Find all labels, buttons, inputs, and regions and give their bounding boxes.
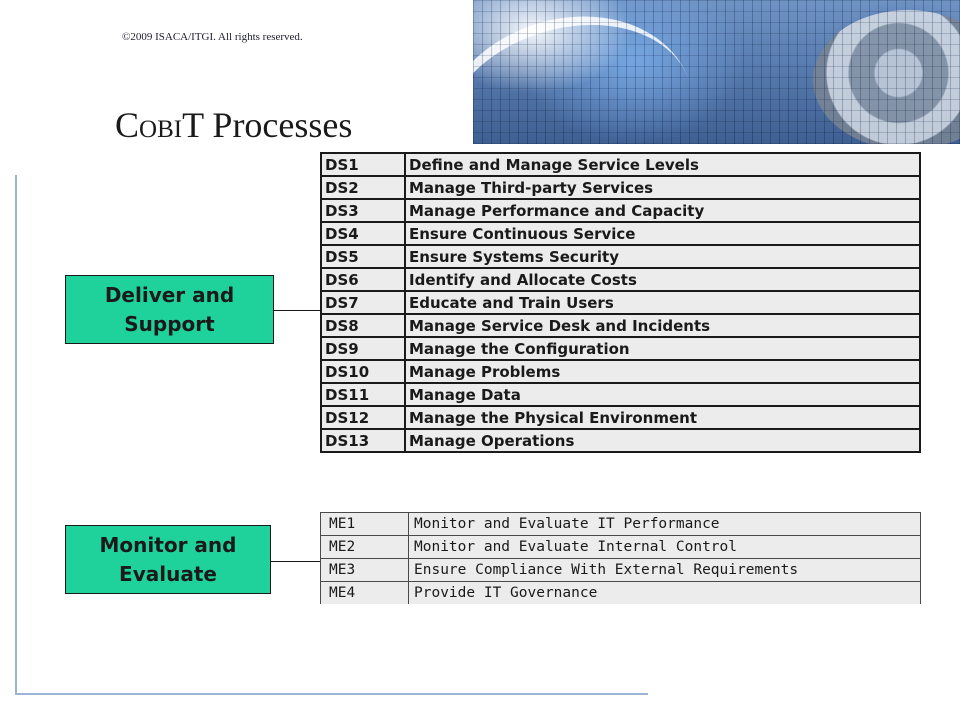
table-row <box>321 429 920 452</box>
title-small-caps: OBI <box>139 116 183 143</box>
process-code: DS4 <box>321 222 405 245</box>
process-code: DS8 <box>321 314 405 337</box>
table-row <box>321 406 920 429</box>
title-rest: T Processes <box>182 105 353 145</box>
process-code: DS13 <box>321 429 405 452</box>
table-row <box>321 176 920 199</box>
process-code: DS9 <box>321 337 405 360</box>
domain-label-line: Monitor and <box>99 532 237 557</box>
deliver-support-domain-box <box>65 275 274 344</box>
table-row <box>321 360 920 383</box>
table-row <box>321 383 920 406</box>
frame-line-horizontal <box>15 693 648 695</box>
table-row <box>321 268 920 291</box>
table-row <box>321 153 920 176</box>
table-row <box>321 291 920 314</box>
process-name: Manage Operations <box>405 429 920 452</box>
process-code: ME1 <box>321 513 409 536</box>
process-name: Define and Manage Service Levels <box>405 153 920 176</box>
table-row <box>321 222 920 245</box>
process-code: ME2 <box>321 536 409 559</box>
process-name: Identify and Allocate Costs <box>405 268 920 291</box>
process-name: Manage the Physical Environment <box>405 406 920 429</box>
table-row <box>321 245 920 268</box>
title-cap-c: C <box>115 105 140 145</box>
process-code: DS2 <box>321 176 405 199</box>
header-decorative-image <box>473 0 960 144</box>
process-name: Manage the Configuration <box>405 337 920 360</box>
process-code: DS3 <box>321 199 405 222</box>
monitor-evaluate-connector <box>271 561 320 562</box>
process-name: Monitor and Evaluate Internal Control <box>409 536 921 559</box>
process-name: Provide IT Governance <box>409 582 921 605</box>
table-row <box>321 582 921 605</box>
process-code: DS12 <box>321 406 405 429</box>
frame-line-vertical <box>15 175 17 695</box>
table-row <box>321 559 921 582</box>
process-name: Ensure Compliance With External Requirements <box>409 559 921 582</box>
process-name: Manage Service Desk and Incidents <box>405 314 920 337</box>
process-code: ME4 <box>321 582 409 605</box>
deliver-support-connector <box>274 310 320 311</box>
copyright-notice: ©2009 ISACA/ITGI. All rights reserved. <box>122 31 303 43</box>
domain-label-line: Deliver and <box>104 282 235 307</box>
process-name: Manage Third-party Services <box>405 176 920 199</box>
process-name: Ensure Systems Security <box>405 245 920 268</box>
table-row <box>321 513 921 536</box>
me-process-table <box>320 512 921 604</box>
process-name: Manage Problems <box>405 360 920 383</box>
domain-label-line: Support <box>124 311 215 336</box>
process-code: DS6 <box>321 268 405 291</box>
table-row <box>321 199 920 222</box>
monitor-evaluate-domain-box <box>65 525 271 594</box>
ds-process-table <box>320 152 921 453</box>
circuit-grid-graphic <box>473 0 960 144</box>
process-name: Ensure Continuous Service <box>405 222 920 245</box>
page-title <box>115 104 352 146</box>
table-row <box>321 337 920 360</box>
process-name: Manage Performance and Capacity <box>405 199 920 222</box>
monitor-evaluate-label <box>100 531 237 589</box>
process-name: Educate and Train Users <box>405 291 920 314</box>
process-code: ME3 <box>321 559 409 582</box>
process-code: DS7 <box>321 291 405 314</box>
table-row <box>321 536 921 559</box>
process-name: Manage Data <box>405 383 920 406</box>
domain-label-line: Evaluate <box>119 561 217 586</box>
process-name: Monitor and Evaluate IT Performance <box>409 513 921 536</box>
deliver-support-label <box>105 281 234 339</box>
process-code: DS1 <box>321 153 405 176</box>
process-code: DS10 <box>321 360 405 383</box>
table-row <box>321 314 920 337</box>
process-code: DS11 <box>321 383 405 406</box>
process-code: DS5 <box>321 245 405 268</box>
